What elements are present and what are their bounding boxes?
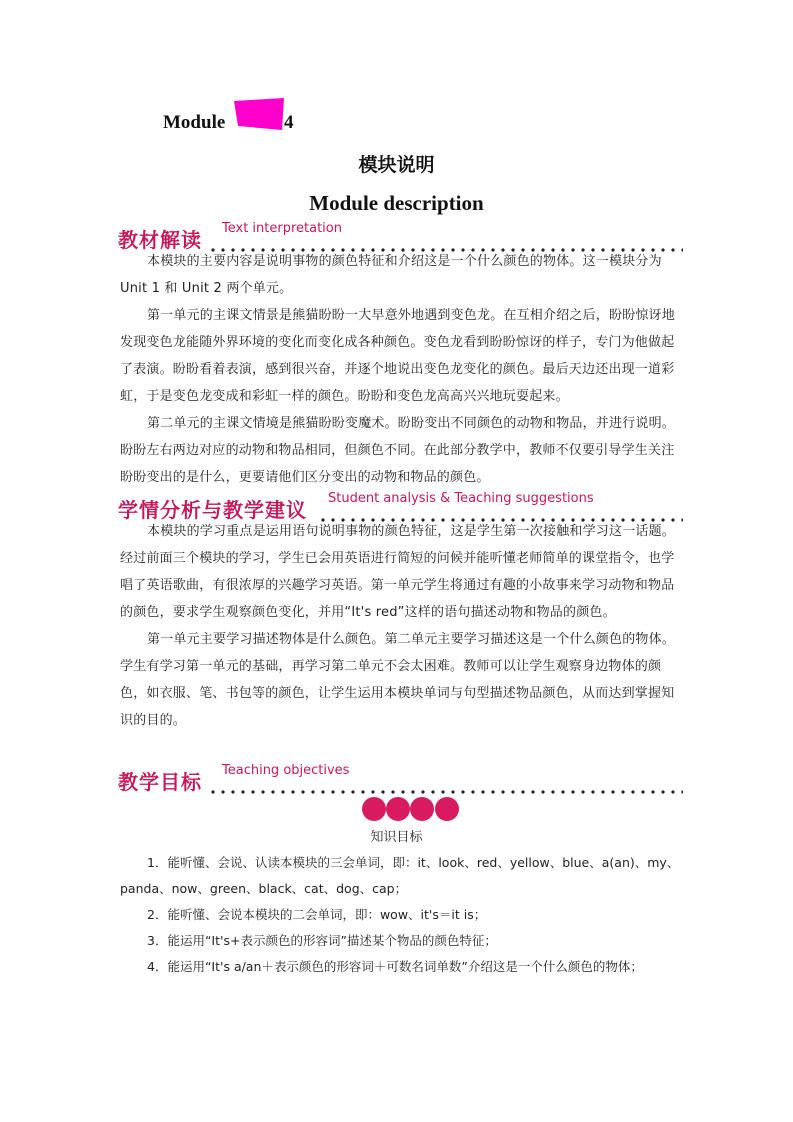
module-word: Module xyxy=(163,112,226,133)
section-body-text-interpretation xyxy=(120,248,680,491)
section-title-cn: 学情分析与教学建议 xyxy=(118,498,307,522)
module-number: 4 xyxy=(284,112,294,133)
section-title-en: Teaching objectives xyxy=(222,763,350,778)
list-item: 2．能听懂、会说本模块的二会单词，即：wow、it's＝it is； xyxy=(147,907,487,922)
paragraph: 第一单元的主课文情景是熊猫盼盼一大早意外地遇到变色龙。在互相介绍之后，盼盼惊讶地发现变色龙能随外界环境的变化而变化成各种颜色。变色龙看到盼盼惊讶的样子，专门为他做起了表演。盼盼看着表演，感到很兴奋，并逐个地说出变色龙变化的颜色。最后天边还出现一道彩虹，于是变色龙变成和彩虹一样的颜色。盼盼和变色龙高高兴兴地玩耍起来。 xyxy=(120,308,676,404)
module-flag-icon xyxy=(232,97,286,131)
list-item: 3．能运用“It's+表示颜色的形容词”描述某个物品的颜色特征； xyxy=(147,933,497,948)
section-heading-text-interpretation xyxy=(118,221,683,252)
section-title-cn: 教学目标 xyxy=(118,770,202,794)
paragraph: 第二单元的主课文情境是熊猫盼盼变魔术。盼盼变出不同颜色的动物和物品，并进行说明。盼盼左右两边对应的动物和物品相同，但颜色不同。在此部分教学中，教师不仅要引导学生关注盼盼变出的是什么，更要请他们区分变出的动物和物品的颜色。 xyxy=(120,416,676,485)
objectives-list xyxy=(120,850,682,980)
section-title-en: Student analysis & Teaching suggestions xyxy=(328,491,594,506)
section-title-en: Text interpretation xyxy=(222,221,342,236)
list-item: 1．能听懂、会说、认读本模块的三会单词，即：it、look、red、yellow、blue、a(an)、my、panda、now、green、black、cat、dog、cap； xyxy=(120,855,680,896)
section-body-student-analysis xyxy=(120,518,680,734)
paragraph: 第一单元主要学习描述物体是什么颜色。第二单元主要学习描述这是一个什么颜色的物体。学生有学习第一单元的基础，再学习第二单元不会太困难。教师可以让学生观察身边物体的颜色，如衣服、笔、书包等的颜色，让学生运用本模块单词与句型描述物品颜色，从而达到掌握知识的目的。 xyxy=(120,632,676,728)
list-item: 4．能运用“It's a/an＋表示颜色的形容词＋可数名词单数”介绍这是一个什么颜色的物体； xyxy=(147,959,643,974)
objectives-subtitle: 知识目标 xyxy=(370,830,423,845)
page-title-cn: 模块说明 xyxy=(358,154,435,176)
section-heading-teaching-objectives xyxy=(118,763,683,794)
decorative-balls-icon xyxy=(361,795,461,823)
section-title-cn: 教材解读 xyxy=(118,228,202,252)
paragraph: 本模块的学习重点是运用语句说明事物的颜色特征，这是学生第一次接触和学习这一话题。经过前面三个模块的学习，学生已会用英语进行简短的问候并能听懂老师简单的课堂指令，也学唱了英语歌曲，有很浓厚的兴趣学习英语。第一单元学生将通过有趣的小故事来学习动物和物品的颜色，要求学生观察颜色变化，并用“It's red”这样的语句描述动物和物品的颜色。 xyxy=(120,524,676,620)
section-heading-student-analysis xyxy=(118,491,683,522)
dotted-rule xyxy=(208,790,683,794)
paragraph: 本模块的主要内容是说明事物的颜色特征和介绍这是一个什么颜色的物体。这一模块分为 Unit 1 和 Unit 2 两个单元。 xyxy=(120,254,662,296)
page-title-en: Module description xyxy=(309,191,484,215)
